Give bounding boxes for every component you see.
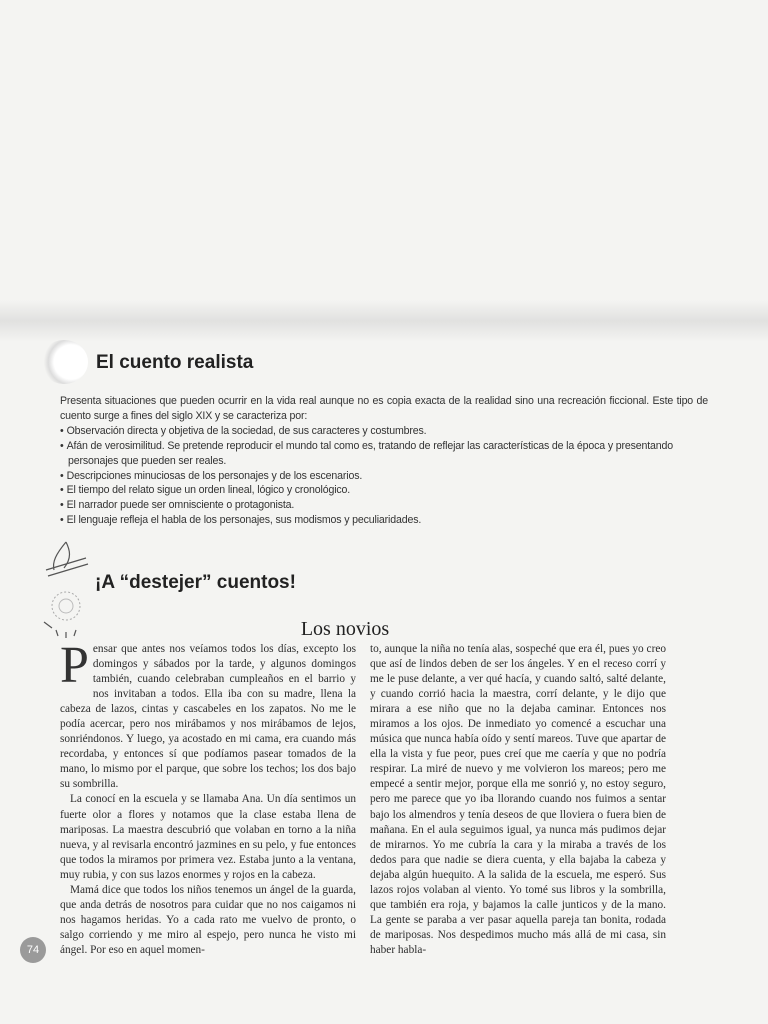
list-item: • Observación directa y objetiva de la sociedad, de sus caracteres y costumbres. bbox=[60, 424, 708, 439]
sun-icon bbox=[40, 340, 88, 384]
list-item: • El tiempo del relato sigue un orden lineal, lógico y cronológico. bbox=[60, 483, 708, 498]
list-item: • Descripciones minuciosas de los personajes y de los escenarios. bbox=[60, 469, 708, 484]
story-column-right bbox=[370, 642, 666, 958]
intro-paragraph: Presenta situaciones que pueden ocurrir en la vida real aunque no es copia exacta de la realidad sino una recreación ficcional. Este tipo de cuento surge a fines del siglo XIX y se caracteriza por: bbox=[60, 395, 708, 422]
list-item: • El lenguaje refleja el habla de los personajes, sus modismos y peculiaridades. bbox=[60, 513, 708, 528]
story-paragraph bbox=[60, 637, 356, 792]
characteristics-list bbox=[60, 424, 708, 528]
story-title: Los novios bbox=[300, 618, 390, 640]
list-item: • Afán de verosimilitud. Se pretende reproducir el mundo tal como es, tratando de reflejar las características de la época y presentando personajes que pueden ser reales. bbox=[60, 439, 708, 469]
story-column-left bbox=[60, 637, 356, 958]
page-number: 74 bbox=[20, 937, 46, 963]
story-paragraph: La conocí en la escuela y se llamaba Ana. Un día sentimos un fuerte olor a flores y notamos que la clase estaba llena de mariposas. La maestra descubrió que volaban en torno a la niña nueva, y al revisarla encontró jazmines en su pelo, y fue entonces que todos la miramos por primera vez. Estaba junto a la ventana, muy rubia, y con sus lazos enormes y rojos en la cabeza. bbox=[60, 793, 356, 881]
list-item: • El narrador puede ser omnisciente o protagonista. bbox=[60, 498, 708, 513]
intro-block bbox=[60, 394, 708, 528]
header-band bbox=[0, 300, 768, 342]
story-paragraph: Mamá dice que todos los niños tenemos un ángel de la guarda, que anda detrás de nosotros para cuidar que no nos caigamos ni nos hagamos heridas. Yo a cada rato me vuelvo de pronto, o salgo corriendo y me miro al espejo, pero nunca he visto mi ángel. Por eso en aquel momen- bbox=[60, 883, 356, 956]
story-paragraph: to, aunque la niña no tenía alas, sospeché que era él, pues yo creo que así de lindos deben de ser los ángeles. Y en el receso corrí y me le puse delante, a ver qué hacía, y cuando saltó, salté delante, y cuando corrió hacia la maestra, corrí delante, y le dijo que mirara a ese niño que no la dejaba caminar. Entonces nos miramos a los ojos. De inmediato yo comencé a escuchar una música que nunca había oído y sentí mareos. Tuve que apartar de ella la vista y fue peor, pues creí que me caería y que no podría respirar. La miré de nuevo y me volvieron los mareos; pero me empecé a sentir mejor, porque ella me sonrió y, no estoy seguro, pero me parece que yo iba llorando cuando nos fuimos a sentar bajo los almendros y tenía deseos de que lloviera o fuera bien de mañana. En el aula seguimos igual, ya nunca más pudimos dejar de mirarnos. Yo me cubría la cara y la miraba a través de los dedos para que nadie se diera cuenta, y ella bajaba la cabeza y dejaba algún huequito. A la salida de la escuela, me esperó. Sus lazos rojos volaban al viento. Yo tomé sus libros y la sombrilla, que también era roja, y bajamos la calle junticos y de la mano. La gente se paraba a ver pasar aquella pareja tan bonita, rodada de mariposas. Nos despedimos mucho más allá de mi casa, sin haber habla- bbox=[370, 643, 666, 956]
activity-title: ¡A “destejer” cuentos! bbox=[95, 572, 296, 593]
paragraph-text: ensar que antes nos veíamos todos los días, excepto los domingos y sábados por la tarde, y algunos domingos también, cuando celebraban cumpleaños en el barrio y nos invitaban a todos. Ella iba con su madre, llena la cabeza de lazos, cintas y cascabeles en los zapatos. No me le podía acercar, pero nos mirábamos y nos mirábamos de lejos, sonriéndonos. Y luego, ya acostado en mi cama, era cuando más recordaba, y entonces sí que podíamos pasear tomados de la mano, lo mismo por el parque, que sobre los techos; los dos bajo su sombrilla. bbox=[60, 643, 356, 791]
section-title: El cuento realista bbox=[96, 352, 254, 373]
drop-cap: P bbox=[60, 637, 89, 694]
